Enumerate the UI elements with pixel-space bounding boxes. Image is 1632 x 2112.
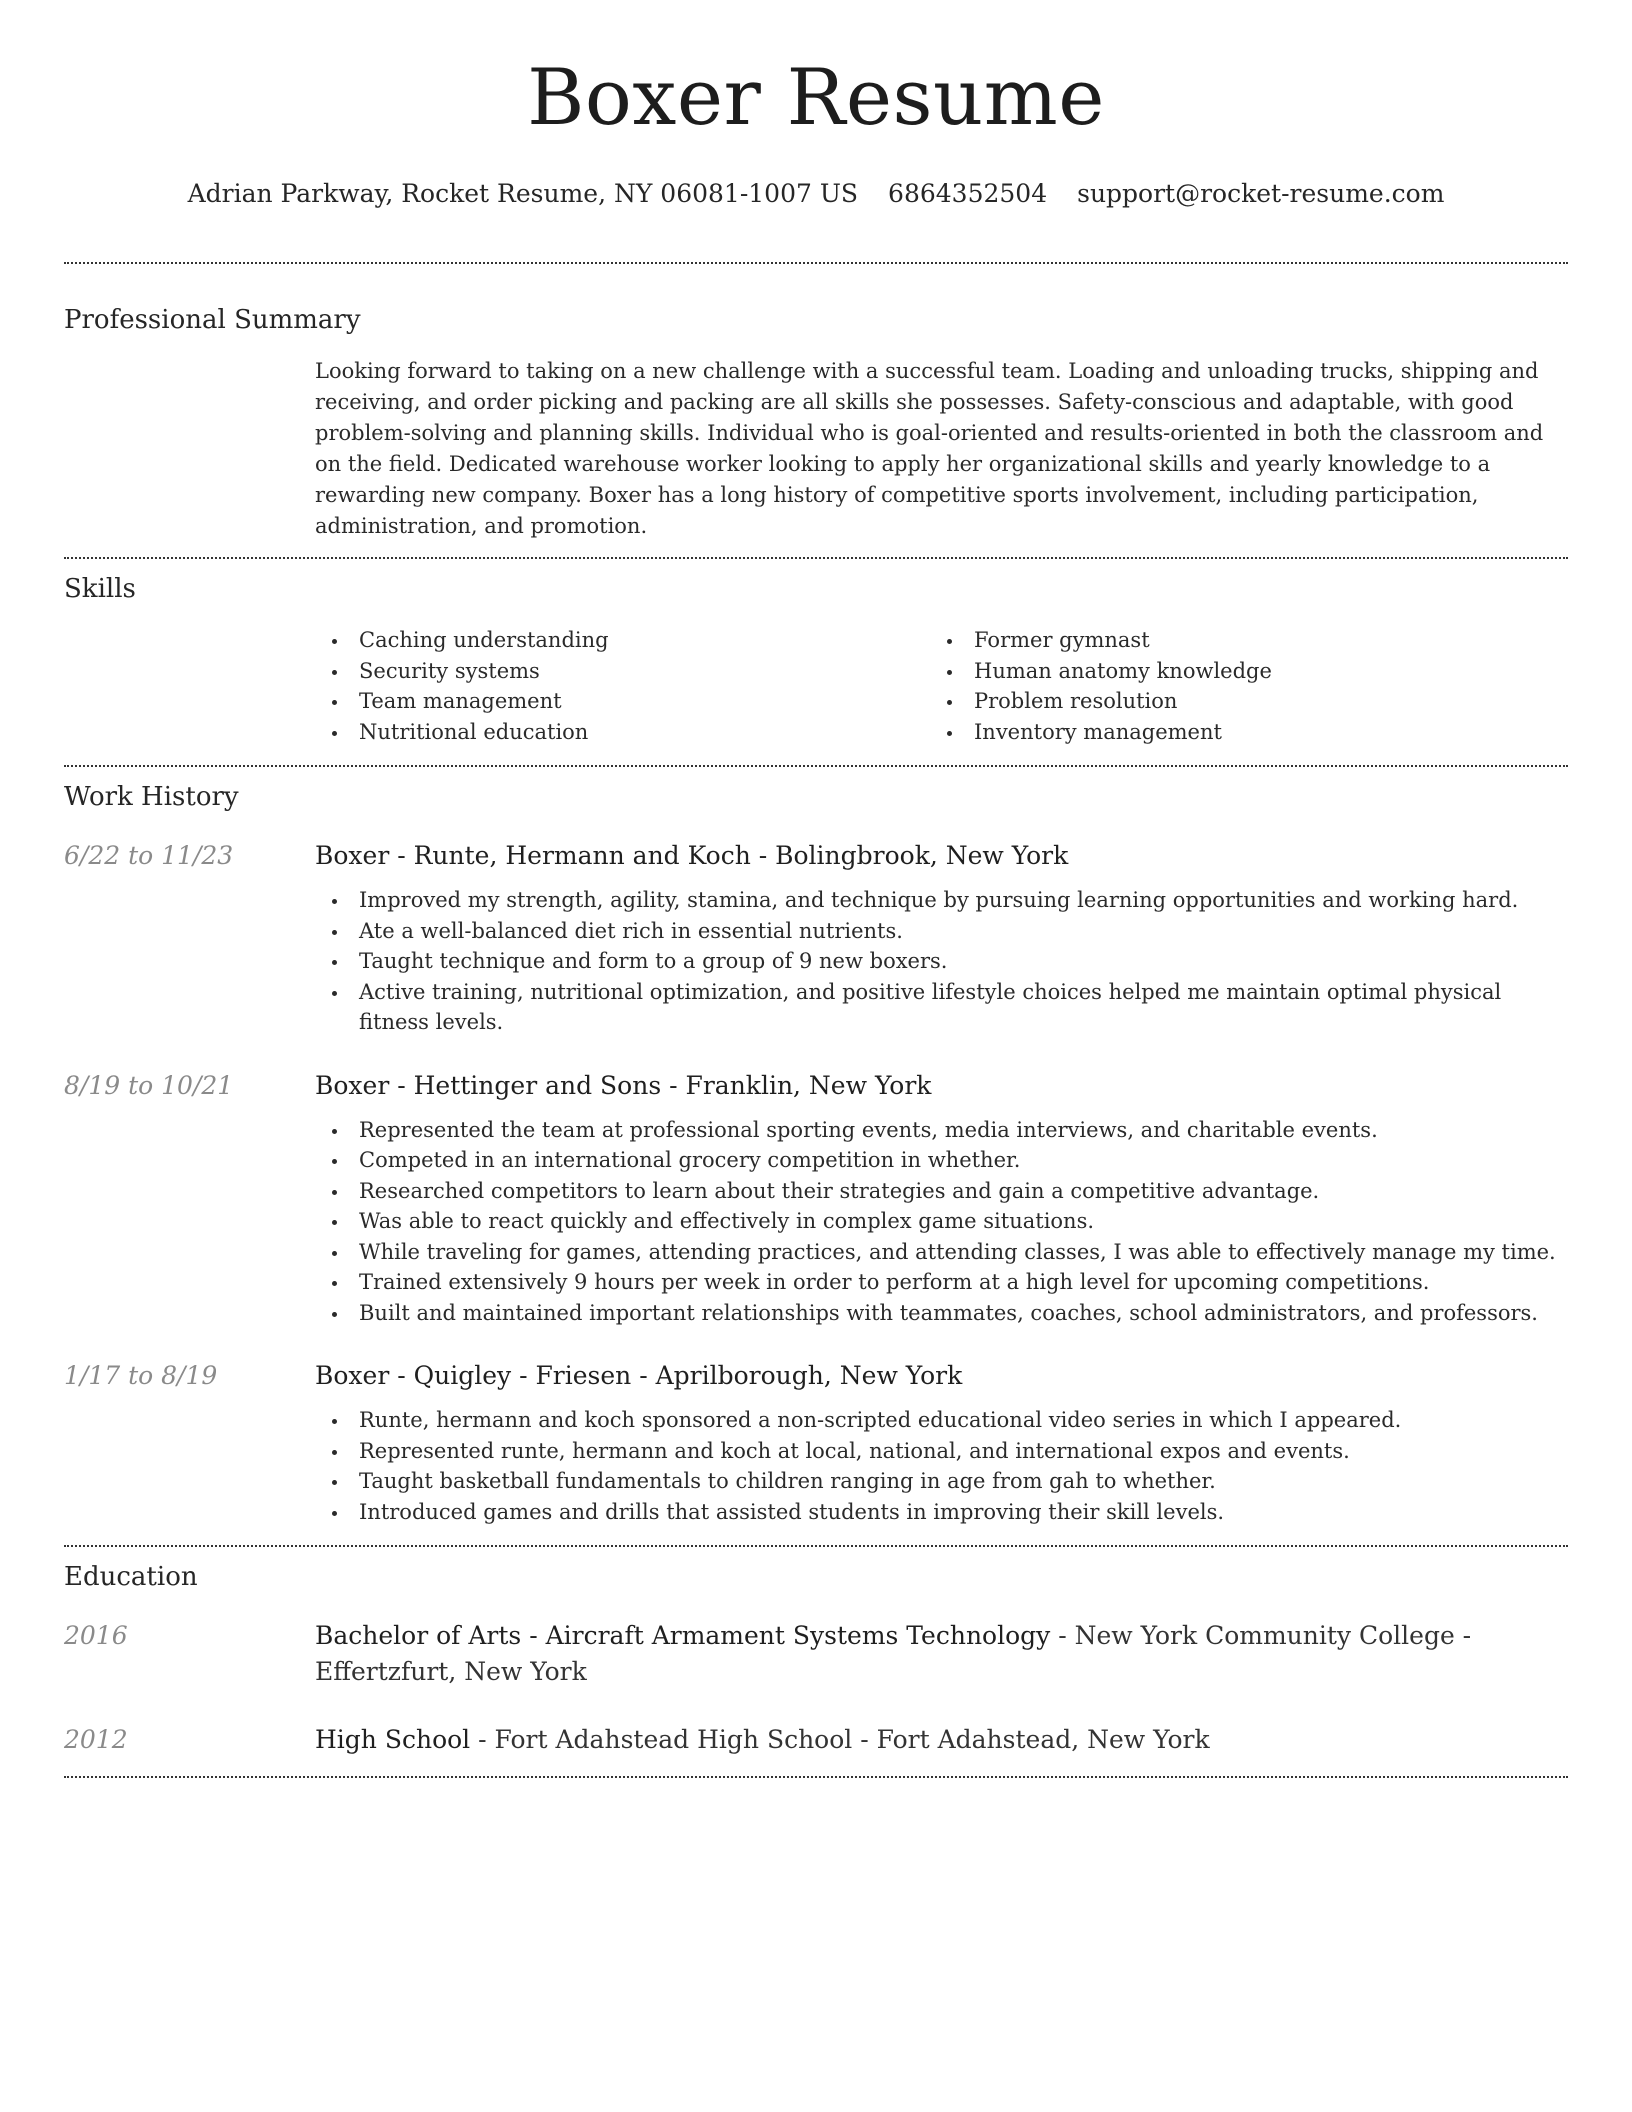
skill-item: Problem resolution bbox=[930, 686, 1545, 717]
summary-section bbox=[64, 264, 1568, 542]
job-bullet: Researched competitors to learn about their strategies and gain a competitive advantage. bbox=[315, 1176, 1568, 1207]
job-bullet: Trained extensively 9 hours per week in order to perform at a high level for upcoming competitions. bbox=[315, 1267, 1568, 1298]
work-history-section bbox=[64, 767, 1568, 1527]
job-bullets bbox=[315, 1405, 1568, 1527]
summary-heading: Professional Summary bbox=[64, 305, 361, 335]
resume-title: Boxer Resume bbox=[527, 53, 1105, 143]
job-dates: 6/22 to 11/23 bbox=[64, 841, 234, 870]
job-bullet: Built and maintained important relationships with teammates, coaches, school administrators, and professors. bbox=[315, 1298, 1568, 1329]
job-entry bbox=[64, 1358, 1568, 1527]
education-entry bbox=[64, 1618, 1568, 1690]
job-bullet: While traveling for games, attending practices, and attending classes, I was able to effectively manage my time. bbox=[315, 1237, 1568, 1268]
job-bullet: Taught technique and form to a group of 9 new boxers. bbox=[315, 946, 1568, 977]
skill-item: Inventory management bbox=[930, 717, 1545, 748]
education-heading-line bbox=[315, 1722, 1568, 1758]
contact-phone: 6864352504 bbox=[888, 179, 1048, 208]
job-dates: 8/19 to 10/21 bbox=[64, 1070, 234, 1100]
job-bullet: Was able to react quickly and effectively in complex game situations. bbox=[315, 1206, 1568, 1237]
education-details: - Fort Adahstead High School - Fort Adahstead, New York bbox=[470, 1725, 1210, 1754]
education-degree: High School bbox=[315, 1725, 471, 1754]
job-bullets bbox=[315, 1115, 1568, 1329]
skills-column-left bbox=[315, 625, 930, 747]
skills-section bbox=[64, 559, 1568, 747]
job-bullet: Introduced games and drills that assisted students in improving their skill levels. bbox=[315, 1497, 1568, 1528]
education-degree: Bachelor of Arts - Aircraft Armament Systems Technology bbox=[315, 1621, 1051, 1650]
job-heading: Boxer - Quigley - Friesen - Aprilborough, New York bbox=[315, 1361, 963, 1390]
contact-line bbox=[64, 176, 1568, 212]
contact-address: Adrian Parkway, Rocket Resume, NY 06081-1007 US bbox=[187, 179, 859, 208]
education-section bbox=[64, 1547, 1568, 1758]
job-bullet: Represented runte, hermann and koch at local, national, and international expos and events. bbox=[315, 1436, 1568, 1467]
job-heading: Boxer - Hettinger and Sons - Franklin, New York bbox=[315, 1070, 932, 1100]
job-bullet: Represented the team at professional sporting events, media interviews, and charitable events. bbox=[315, 1115, 1568, 1146]
skill-item: Former gymnast bbox=[930, 625, 1545, 656]
job-entry bbox=[64, 838, 1568, 1038]
divider bbox=[64, 1776, 1568, 1778]
skills-column-right bbox=[930, 625, 1545, 747]
job-bullet: Improved my strength, agility, stamina, and technique by pursuing learning opportunities and working hard. bbox=[315, 885, 1568, 916]
summary-body bbox=[315, 356, 1568, 542]
job-bullet: Active training, nutritional optimization, and positive lifestyle choices helped me maintain optimal physical fitness levels. bbox=[315, 977, 1568, 1038]
education-year: 2016 bbox=[64, 1621, 128, 1650]
skill-item: Human anatomy knowledge bbox=[930, 656, 1545, 687]
work-history-heading: Work History bbox=[64, 782, 239, 812]
education-year: 2012 bbox=[64, 1725, 128, 1754]
education-details: - New York Community College - Effertzfurt, New York bbox=[315, 1621, 1472, 1686]
job-bullet: Runte, hermann and koch sponsored a non-scripted educational video series in which I appeared. bbox=[315, 1405, 1568, 1436]
skill-item: Team management bbox=[315, 686, 930, 717]
skill-item: Nutritional education bbox=[315, 717, 930, 748]
job-entry bbox=[64, 1068, 1568, 1329]
job-heading: Boxer - Runte, Hermann and Koch - Bolingbrook, New York bbox=[315, 841, 1069, 870]
job-bullets bbox=[315, 885, 1568, 1038]
education-heading-line bbox=[315, 1618, 1568, 1690]
skills-list bbox=[315, 625, 1568, 747]
job-bullet: Competed in an international grocery competition in whether. bbox=[315, 1145, 1568, 1176]
education-entry bbox=[64, 1722, 1568, 1758]
job-bullet: Taught basketball fundamentals to children ranging in age from gah to whether. bbox=[315, 1466, 1568, 1497]
skill-item: Caching understanding bbox=[315, 625, 930, 656]
resume-page bbox=[64, 0, 1568, 1778]
job-bullet: Ate a well-balanced diet rich in essential nutrients. bbox=[315, 916, 1568, 947]
job-dates: 1/17 to 8/19 bbox=[64, 1361, 218, 1390]
education-heading: Education bbox=[64, 1562, 198, 1592]
summary-text: Looking forward to taking on a new challenge with a successful team. Loading and unloading trucks, shipping and receiving, and order picking and packing are all skills she possesses. Safety-conscious and adaptable, with good problem-solving and planning skills. Individual who is goal-oriented and results-oriented in both the classroom and on the field. Dedicated warehouse worker looking to apply her organizational skills and yearly knowledge to a rewarding new company. Boxer has a long history of competitive sports involvement, including participation, administration, and promotion. bbox=[315, 359, 1544, 538]
skills-heading: Skills bbox=[64, 574, 136, 604]
contact-email: support@rocket-resume.com bbox=[1077, 179, 1445, 208]
skill-item: Security systems bbox=[315, 656, 930, 687]
